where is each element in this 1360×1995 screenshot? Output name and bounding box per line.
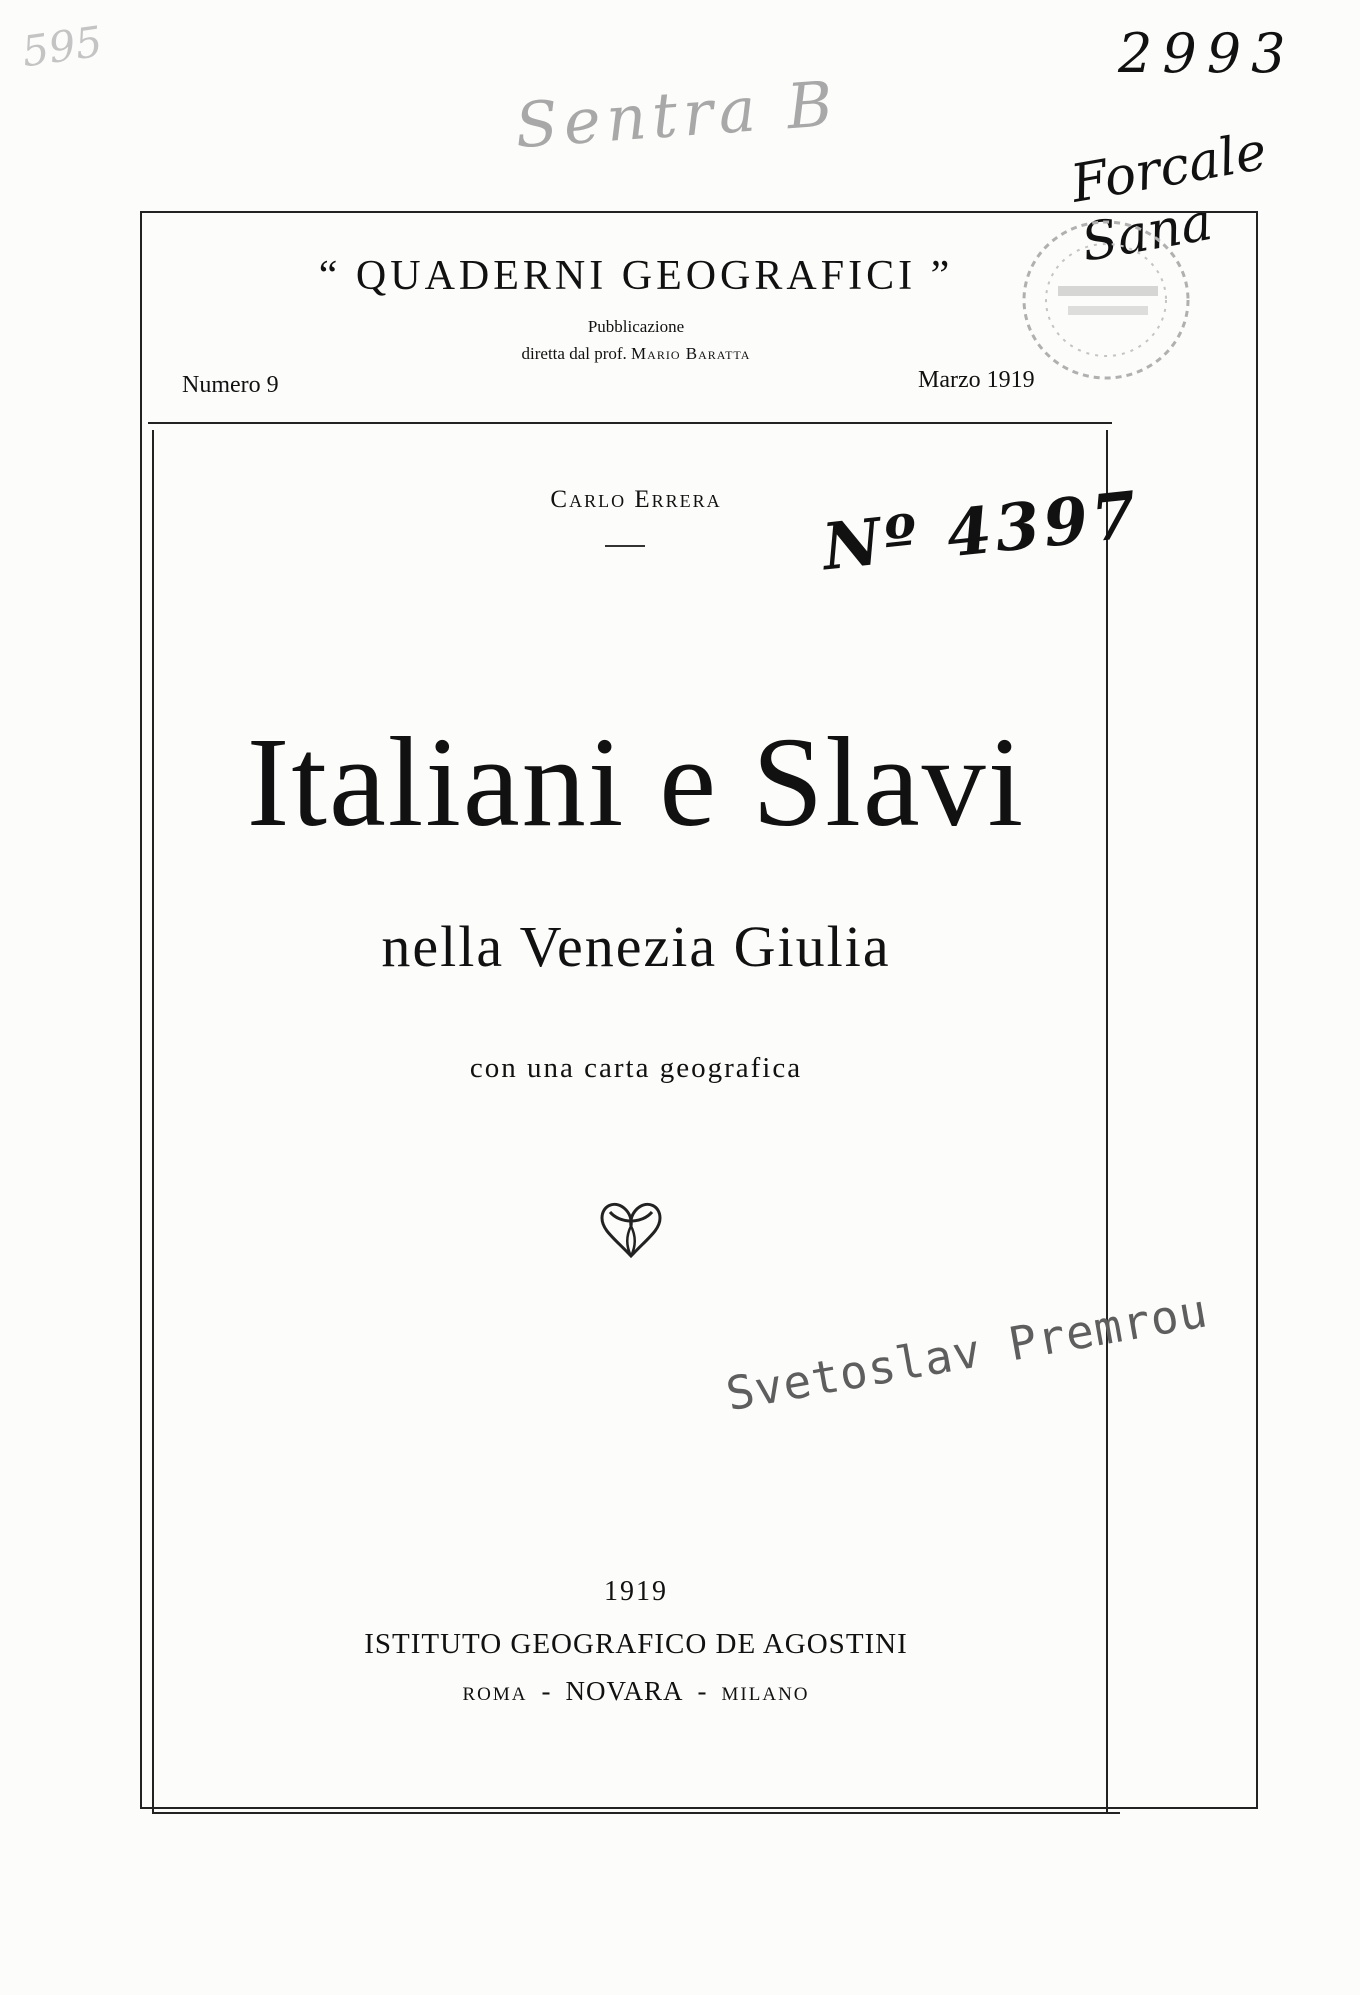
book-subtitle: nella Venezia Giulia [381, 914, 891, 979]
map-note: con una carta geografica [469, 1052, 803, 1084]
series-title: “ QUADERNI GEOGRAFICI ” [318, 253, 954, 299]
author-name: Carlo Errera [550, 486, 722, 513]
inventory-number: Nº 4397 [818, 477, 1144, 586]
author-divider [605, 545, 645, 547]
handwritten-signature: Forcale Sana [1066, 121, 1272, 274]
city-roma: ROMA [462, 1684, 528, 1705]
pencil-shelf-note: Sentra B [512, 66, 842, 163]
city-separator: - [697, 1676, 708, 1706]
issue-date: Marzo 1919 [918, 367, 1035, 393]
inner-frame-bottom [152, 1812, 1120, 1814]
publisher-name: ISTITUTO GEOGRAFICO DE AGOSTINI [364, 1628, 908, 1660]
city-novara: NOVARA [565, 1676, 684, 1706]
publication-year: 1919 [604, 1576, 668, 1607]
trefoil-knot-icon [596, 1190, 666, 1260]
owner-name-stamp: Svetoslav Premrou [722, 1283, 1212, 1422]
publication-line: Pubblicazione [587, 317, 685, 336]
city-separator: - [541, 1676, 552, 1706]
handwritten-number: 2993 [1118, 22, 1296, 85]
header-divider [148, 422, 1112, 424]
issue-number: Numero 9 [182, 372, 279, 398]
director-prefix: diretta dal prof. [521, 344, 627, 363]
pencil-corner-note: 595 [18, 16, 106, 77]
director-line [0, 344, 1272, 364]
city-milano: MILANO [721, 1684, 810, 1705]
book-title: Italiani e Slavi [246, 711, 1026, 853]
outer-frame [140, 211, 1258, 1809]
publisher-cities [0, 1676, 1272, 1707]
director-name: Mario Baratta [631, 344, 751, 363]
